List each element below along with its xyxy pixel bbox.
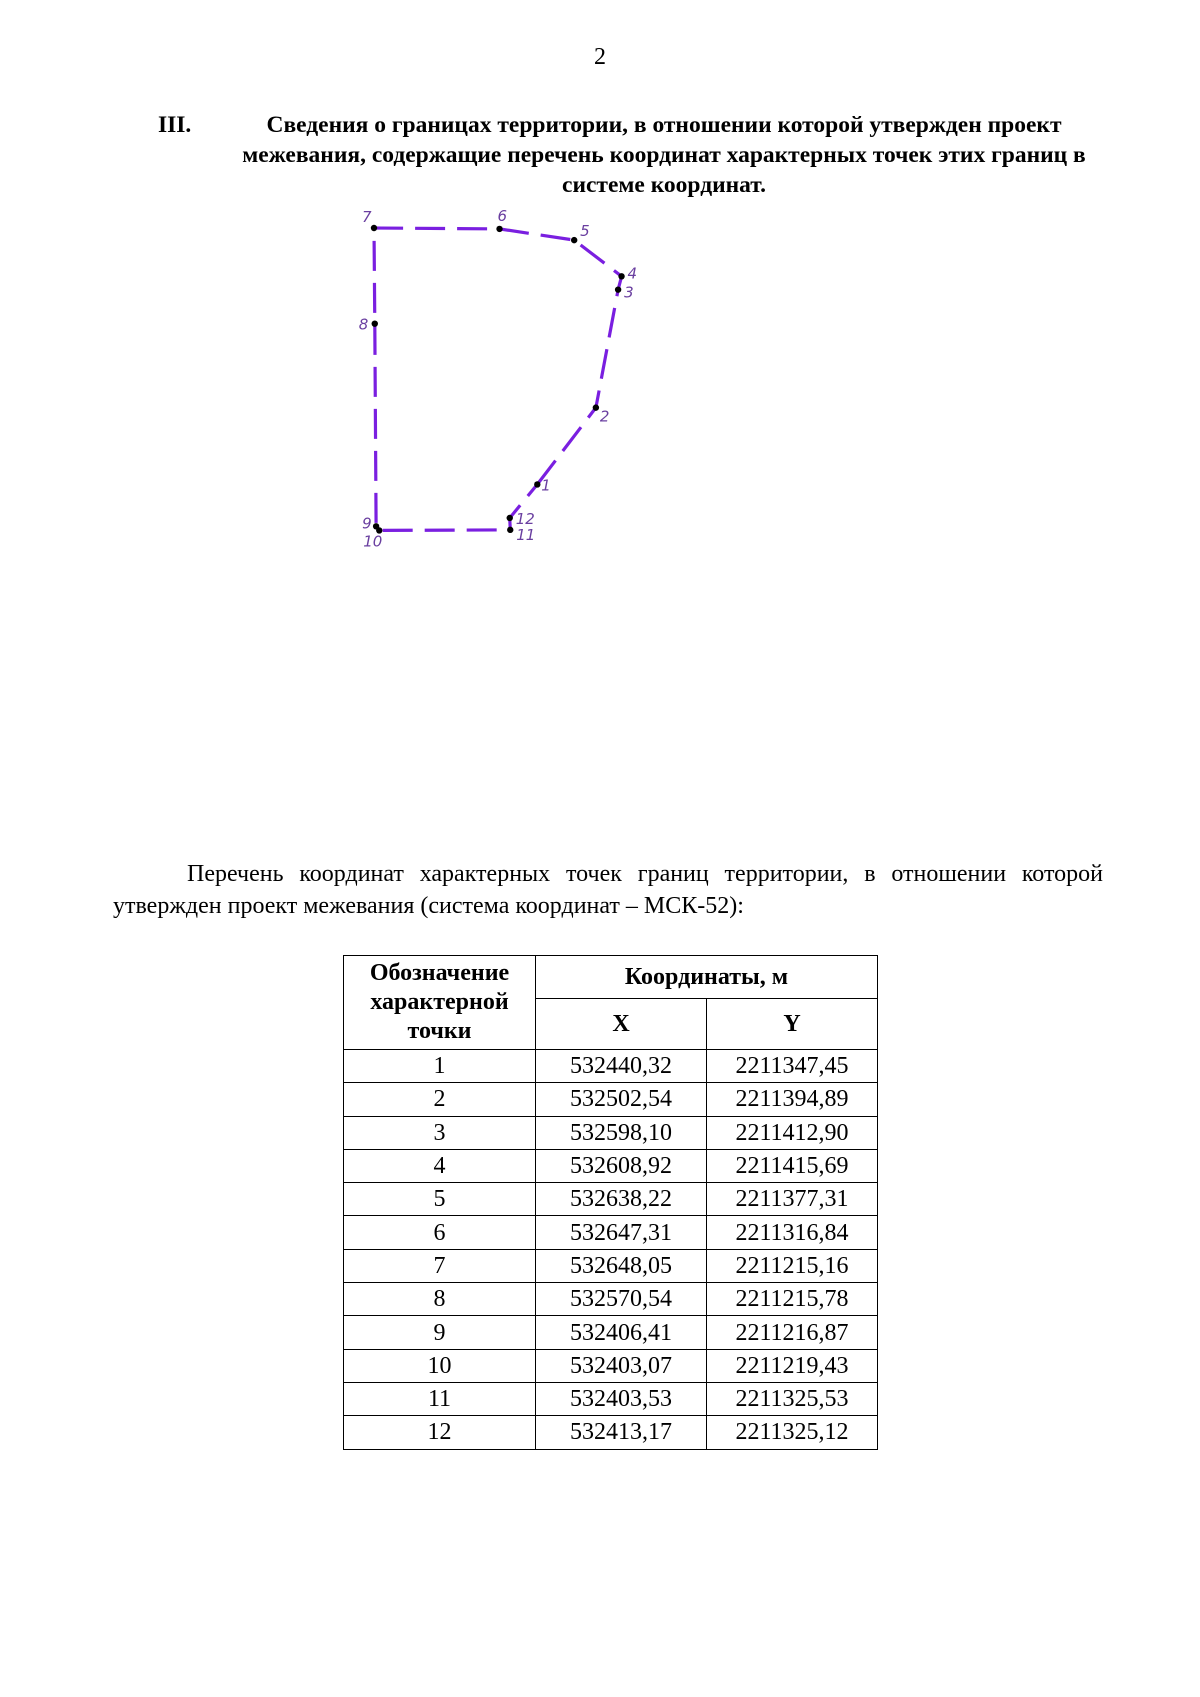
cell-x: 532648,05 (536, 1249, 707, 1282)
cell-x: 532570,54 (536, 1283, 707, 1316)
boundary-point-11 (507, 527, 513, 533)
cell-point: 12 (344, 1416, 536, 1449)
table-row (344, 1083, 878, 1116)
boundary-labels (359, 207, 637, 551)
cell-y: 2211216,87 (707, 1316, 878, 1349)
boundary-point-3 (615, 286, 621, 292)
boundary-point-2 (593, 404, 599, 410)
table-row (344, 1416, 878, 1449)
table-row (344, 1283, 878, 1316)
section-title: Сведения о границах территории, в отношении которой утвержден проект межевания, содержащие перечень координат характерных точек этих границ в системе координат. (242, 112, 1086, 198)
boundary-point-5 (571, 237, 577, 243)
point-label-8: 8 (358, 315, 369, 334)
point-label-3: 3 (624, 283, 634, 302)
cell-x: 532403,07 (536, 1349, 707, 1382)
point-label-5: 5 (580, 222, 590, 241)
boundary-point-7 (371, 225, 377, 231)
point-label-7: 7 (362, 208, 372, 226)
cell-y: 2211215,78 (707, 1283, 878, 1316)
cell-y: 2211394,89 (707, 1083, 878, 1116)
point-label-10: 10 (363, 532, 383, 551)
cell-x: 532638,22 (536, 1183, 707, 1216)
header-x: X (536, 999, 707, 1050)
page-number: 2 (594, 44, 606, 70)
intro-text: Перечень координат характерных точек границ территории, в отношении которой утвержден проект межевания (система координат – МСК-52): (113, 861, 1103, 919)
table-row (344, 1349, 878, 1382)
boundary-points (371, 225, 625, 534)
cell-x: 532502,54 (536, 1083, 707, 1116)
point-label-9: 9 (362, 514, 372, 533)
point-label-4: 4 (627, 264, 638, 283)
cell-x: 532440,32 (536, 1050, 707, 1083)
cell-y: 2211347,45 (707, 1050, 878, 1083)
boundary-polyline (374, 228, 622, 530)
header-coordinates: Координаты, м (536, 956, 878, 999)
cell-y: 2211325,12 (707, 1416, 878, 1449)
boundary-point-4 (618, 273, 624, 279)
cell-y: 2211316,84 (707, 1216, 878, 1249)
point-label-2: 2 (599, 407, 610, 426)
cell-y: 2211377,31 (707, 1183, 878, 1216)
cell-y: 2211215,16 (707, 1249, 878, 1282)
cell-y: 2211412,90 (707, 1116, 878, 1149)
table-row (344, 1050, 878, 1083)
header-point-name: Обозначение характерной точки (344, 956, 536, 1050)
cell-x: 532608,92 (536, 1149, 707, 1182)
cell-x: 532598,10 (536, 1116, 707, 1149)
header-y: Y (707, 999, 878, 1050)
coordinates-table-body (344, 1050, 878, 1450)
cell-x: 532647,31 (536, 1216, 707, 1249)
cell-point: 1 (344, 1050, 536, 1083)
table-row (344, 1149, 878, 1182)
cell-y: 2211325,53 (707, 1382, 878, 1415)
point-label-12: 12 (515, 509, 535, 528)
boundary-point-12 (507, 515, 513, 521)
cell-point: 4 (344, 1149, 536, 1182)
point-label-1: 1 (541, 476, 551, 495)
point-label-11: 11 (516, 525, 536, 544)
cell-point: 5 (344, 1183, 536, 1216)
cell-x: 532406,41 (536, 1316, 707, 1349)
boundary-point-1 (534, 481, 540, 487)
cell-y: 2211415,69 (707, 1149, 878, 1182)
cell-point: 8 (344, 1283, 536, 1316)
cell-point: 9 (344, 1316, 536, 1349)
table-row (344, 1316, 878, 1349)
section-number: III. (158, 112, 192, 138)
coordinates-table (343, 955, 878, 1450)
cell-y: 2211219,43 (707, 1349, 878, 1382)
table-row (344, 1249, 878, 1282)
boundary-lines (374, 228, 622, 530)
table-row (344, 1183, 878, 1216)
boundary-point-6 (496, 226, 502, 232)
coordinates-intro-paragraph (113, 858, 1103, 922)
cell-point: 3 (344, 1116, 536, 1149)
table-row (344, 1382, 878, 1415)
cell-point: 6 (344, 1216, 536, 1249)
cell-x: 532403,53 (536, 1382, 707, 1415)
cell-point: 2 (344, 1083, 536, 1116)
cell-x: 532413,17 (536, 1416, 707, 1449)
point-label-6: 6 (497, 206, 508, 225)
cell-point: 7 (344, 1249, 536, 1282)
cell-point: 11 (344, 1382, 536, 1415)
table-row (344, 1116, 878, 1149)
boundary-point-8 (372, 320, 378, 326)
table-row (344, 1216, 878, 1249)
cell-point: 10 (344, 1349, 536, 1382)
